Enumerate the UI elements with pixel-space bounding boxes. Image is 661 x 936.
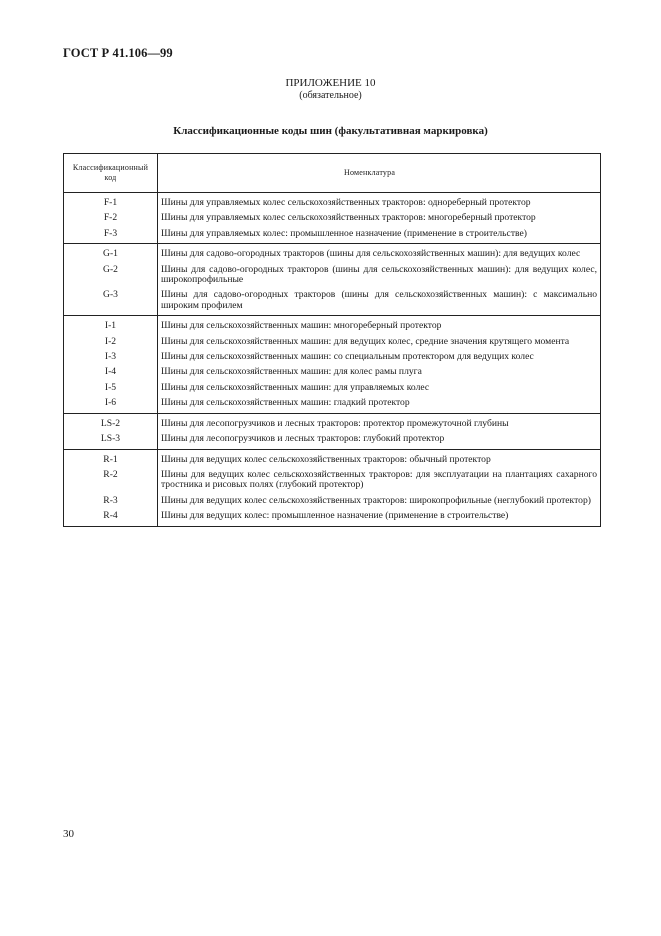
appendix-note: (обязательное) [299, 90, 362, 101]
row-code: F-2 [64, 212, 158, 227]
table-row [64, 469, 601, 495]
row-name: Шины для ведущих колес сельскохозяйственных тракторов: для эксплуатации на плантациях сахарного тростника и рисовых полях (глубокий протектор) [158, 469, 601, 495]
row-code: R-2 [64, 469, 158, 495]
table-row [64, 366, 601, 381]
row-name: Шины для ведущих колес сельскохозяйственных тракторов: обычный протектор [158, 449, 601, 469]
row-name: Шины для сельскохозяйственных машин: со специальным протектором для ведущих колес [158, 351, 601, 366]
table-row [64, 510, 601, 526]
table-row [64, 316, 601, 336]
table-header-row [64, 154, 601, 193]
header-code-line1: Классификационный [72, 163, 149, 172]
row-code: G-3 [64, 289, 158, 315]
page-number: 30 [63, 828, 74, 840]
table-row [64, 382, 601, 397]
table-row [64, 212, 601, 227]
row-name: Шины для ведущих колес: промышленное назначение (применение в строительстве) [158, 510, 601, 526]
table-row [64, 413, 601, 433]
table-row [64, 495, 601, 510]
row-code: R-4 [64, 510, 158, 526]
table-row [64, 433, 601, 449]
row-code: I-5 [64, 382, 158, 397]
row-name: Шины для сельскохозяйственных машин: гладкий протектор [158, 397, 601, 413]
row-code: G-1 [64, 244, 158, 264]
header-name: Номенклатура [158, 154, 601, 193]
row-code: I-3 [64, 351, 158, 366]
row-code: F-3 [64, 228, 158, 244]
row-code: I-6 [64, 397, 158, 413]
header-code [64, 154, 158, 193]
row-name: Шины для сельскохозяйственных машин: для колес рамы плуга [158, 366, 601, 381]
row-code: R-1 [64, 449, 158, 469]
row-code: I-1 [64, 316, 158, 336]
row-name: Шины для управляемых колес: промышленное назначение (применение в строительстве) [158, 228, 601, 244]
standard-designation: ГОСТ Р 41.106—99 [63, 46, 173, 60]
row-name: Шины для садово-огородных тракторов (шины для сельскохозяйственных машин): для ведущих колес, широкопрофильные [158, 264, 601, 290]
row-code: R-3 [64, 495, 158, 510]
table-row [64, 449, 601, 469]
row-name: Шины для управляемых колес сельскохозяйственных тракторов: однореберный протектор [158, 193, 601, 213]
row-code: I-4 [64, 366, 158, 381]
table-row [64, 351, 601, 366]
row-name: Шины для ведущих колес сельскохозяйственных тракторов: широкопрофильные (неглубокий протектор) [158, 495, 601, 510]
classification-codes-table [63, 153, 601, 527]
table-row [64, 397, 601, 413]
row-name: Шины для лесопогрузчиков и лесных тракторов: протектор промежуточной глубины [158, 413, 601, 433]
table-row [64, 228, 601, 244]
row-code: G-2 [64, 264, 158, 290]
row-name: Шины для садово-огородных тракторов (шины для сельскохозяйственных машин): для ведущих колес [158, 244, 601, 264]
row-name: Шины для садово-огородных тракторов (шины для сельскохозяйственных машин): с максимально широким профилем [158, 289, 601, 315]
row-name: Шины для сельскохозяйственных машин: для управляемых колес [158, 382, 601, 397]
header-code-line2: код [104, 173, 117, 182]
table-row [64, 244, 601, 264]
row-code: LS-2 [64, 413, 158, 433]
appendix-title: ПРИЛОЖЕНИЕ 10 [285, 77, 376, 89]
table-row [64, 193, 601, 213]
row-code: LS-3 [64, 433, 158, 449]
table-row [64, 336, 601, 351]
row-name: Шины для сельскохозяйственных машин: для ведущих колес, средние значения крутящего момента [158, 336, 601, 351]
row-name: Шины для сельскохозяйственных машин: многореберный протектор [158, 316, 601, 336]
row-code: I-2 [64, 336, 158, 351]
table-row [64, 289, 601, 315]
table-row [64, 264, 601, 290]
row-name: Шины для управляемых колес сельскохозяйственных тракторов: многореберный протектор [158, 212, 601, 227]
row-code: F-1 [64, 193, 158, 213]
table-title: Классификационные коды шин (факультативная маркировка) [173, 125, 488, 137]
row-name: Шины для лесопогрузчиков и лесных тракторов: глубокий протектор [158, 433, 601, 449]
